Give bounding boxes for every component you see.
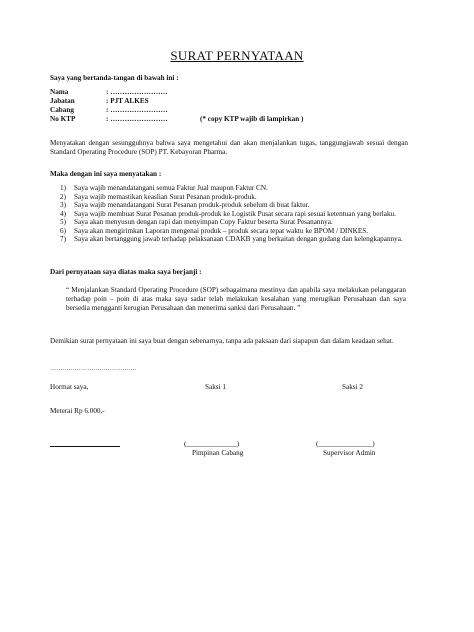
list-item: 5) Saya akan menyusun dengan rapi dan menyimpan Copy Faktur beserta Surat Pesanannya. xyxy=(60,218,333,226)
promise-heading: Dari pernyataan saya diatas maka saya berjanji : xyxy=(50,268,202,276)
list-item: 2) Saya wajib memastikan keaslian Surat Pesanan produk-produk. xyxy=(60,192,257,201)
closing-paragraph: Demikian surat pernyataan ini saya buat dengan sebenarnya, tanpa ada paksaan dari siapapun dan dalam keadaan sehat. xyxy=(50,337,394,345)
ktp-note: (* copy KTP wajib di lampirkan ) xyxy=(200,115,304,123)
field-label-ktp: No KTP xyxy=(50,115,76,123)
witness2-label: Saksi 2 xyxy=(342,383,363,391)
witness2-blank: (_______________) xyxy=(316,440,375,448)
witness2-role: Supervisor Admin xyxy=(323,449,376,457)
list-item: 1) Saya wajib menandatangani semua Faktur Jual maupun Faktur CN. xyxy=(60,184,268,192)
date-line: …………………………………… xyxy=(50,366,137,372)
promise-paragraph: “ Menjalankan Standard Operating Procedure (SOP) sebagaimana mestinya dan apabila saya melakukan pelanggaran terhadap poin – poin di atas maka saya sadar telah melakukan kesalahan yang merugikan Perusahaan dan saya bersedia mengganti kerugian Perusahaan dan menerima sanksi dari Perusahaan. ” xyxy=(66,286,406,312)
list-item: 7) Saya akan bertanggung jawab terhadap pelaksanaan CDAKB yang berkaitan dengan gudang dan kelengkapannya. xyxy=(60,235,403,243)
witness1-label: Saksi 1 xyxy=(205,383,226,391)
document-title: SURAT PERNYATAAN xyxy=(170,48,304,63)
stamp-label: Meterai Rp 6.000,- xyxy=(50,407,105,415)
intro-text: Saya yang bertanda-tangan di bawah ini : xyxy=(50,74,179,82)
list-item: 3) Saya wajib menandatangani Surat Pesanan produk-produk sebelum di buat faktur. xyxy=(60,201,310,209)
respect-label: Hormat saya, xyxy=(50,383,89,391)
field-value-ktp: : …………………… xyxy=(106,115,168,123)
field-label-cabang: Cabang xyxy=(50,106,74,114)
field-value-nama: : …………………… xyxy=(106,88,168,96)
field-label-nama: Nama xyxy=(50,88,69,96)
witness1-role: Pimpinan Cabang xyxy=(192,449,244,457)
statement-list xyxy=(60,184,415,244)
list-item: 4) Saya wajib membuat Surat Pesanan produk-produk ke Logistik Pusat secara rapi sesuai ketentuan yang berlaku. xyxy=(60,209,396,218)
field-value-jabatan: : PJT ALKES xyxy=(106,97,149,105)
list-heading: Maka dengan ini saya menyatakan : xyxy=(50,170,162,178)
field-label-jabatan: Jabatan xyxy=(50,97,75,105)
field-value-cabang: : …………………… xyxy=(106,106,168,114)
witness1-blank: (______________) xyxy=(184,440,240,448)
signature-line-respect xyxy=(50,446,120,447)
statement-paragraph: Menyatakan dengan sesungguhnya bahwa saya mengetahui dan akan menjalankan tugas, tanggungjawab sesuai dengan Standard Operating Procedure (SOP) PT. Kebayoran Pharma. xyxy=(50,139,408,156)
list-item: 6) Saya akan mengirimkan Laporan mengenai produk – produk secara tepat waktu ke BPOM / DINKES. xyxy=(60,226,369,235)
